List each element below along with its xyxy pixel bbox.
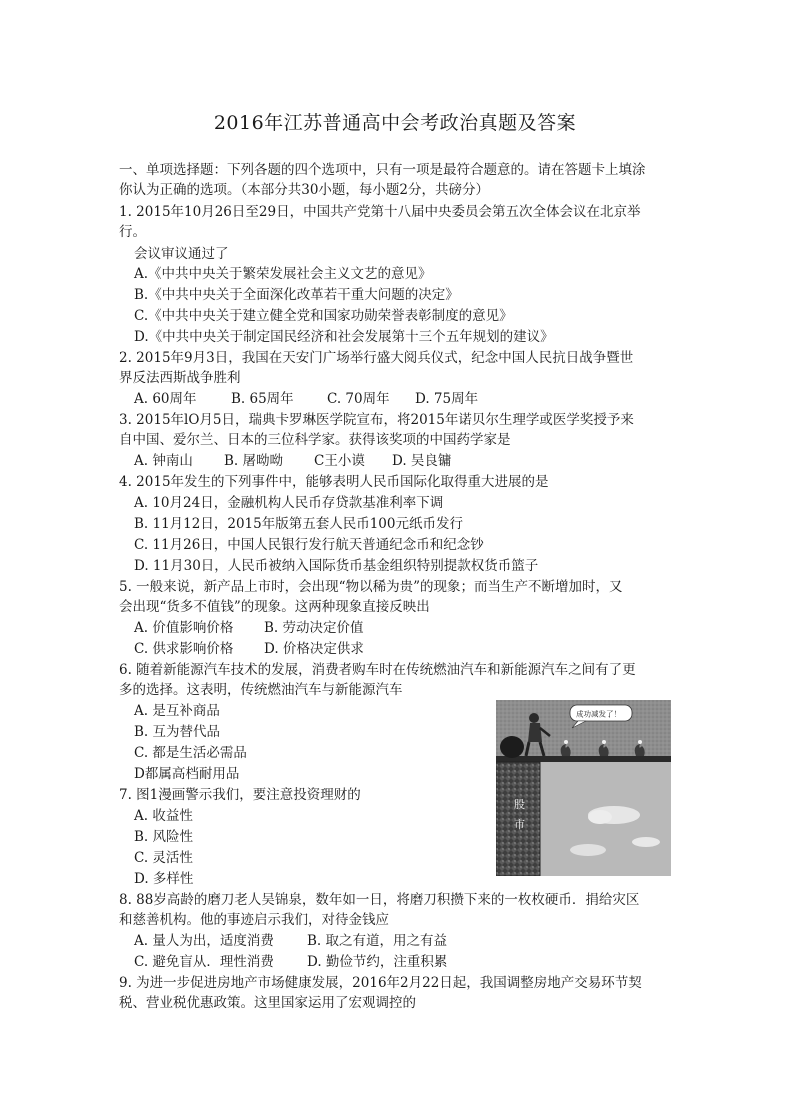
q6-option-c: C. 都是生活必需品 [134, 745, 247, 761]
q7-option-c: C. 灵活性 [134, 850, 193, 866]
q5-options-row1 [134, 618, 364, 638]
q8-options-row1 [134, 931, 447, 951]
q5-options-row2 [134, 639, 364, 659]
q7-option-a: A. 收益性 [134, 808, 193, 824]
q6-stem: 6. 随着新能源汽车技术的发展，消费者购车时在传统燃油汽车和新能源汽车之间有了更 [119, 662, 636, 678]
q3-stem-cont: 自中国、爱尔兰、日本的三位科学家。获得该奖项的中国药学家是 [119, 432, 511, 448]
q5-option-b: B. 劳动决定价值 [264, 620, 364, 636]
cliff-label-bottom: 市 [514, 818, 525, 831]
q3-stem: 3. 2015年lO月5日，瑞典卡罗琳医学院宣布，将2015年诺贝尔生理学或医学奖授予来 [119, 412, 634, 428]
q2-option-b: B. 65周年 [231, 391, 294, 407]
q8-stem: 8. 88岁高龄的磨刀老人吴锦泉，数年如一日，将磨刀积攒下来的一枚枚硬币．捐给灾区 [119, 892, 640, 908]
q3-option-d: D. 吴良镛 [392, 453, 452, 469]
q5-option-c: C. 供求影响价格 [134, 641, 234, 657]
q2-stem: 2. 2015年9月3日，我国在天安门广场举行盛大阅兵仪式，纪念中国人民抗日战争暨世 [119, 350, 634, 366]
q1-option-a: A.《中共中央关于繁荣发展社会主义文艺的意见》 [134, 266, 432, 282]
q1-option-b: B.《中共中央关于全面深化改革若干重大问题的决定》 [134, 287, 459, 303]
cloud [632, 837, 660, 847]
q2-option-d: D. 75周年 [415, 391, 479, 407]
q2-option-a: A. 60周年 [134, 391, 197, 407]
q8-options-row2 [134, 952, 447, 972]
q3-option-a: A. 钟南山 [134, 453, 193, 469]
boulder [500, 736, 524, 758]
q8-stem-cont: 和慈善机构。他的事迹启示我们，对待金钱应 [119, 912, 389, 928]
q1-option-c: C.《中共中央关于建立健全党和国家功勋荣誉表彰制度的意见》 [134, 308, 513, 324]
section-heading: 一、单项选择题：下列各题的四个选项中，只有一项是最符合题意的。请在答题卡上填涂 [119, 162, 646, 178]
q3-option-b: B. 屠呦呦 [224, 453, 284, 469]
cliff-ledge [496, 756, 671, 762]
q9-stem: 9. 为进一步促进房地产市场健康发展，2016年2月22日起，我国调整房地产交易环节契 [119, 975, 642, 991]
q4-option-d: D. 11月30日，人民币被纳入国际货币基金组织特别提款权货币篮子 [134, 558, 539, 574]
q2-stem-cont: 界反法西斯战争胜利 [119, 370, 241, 386]
q4-option-a: A. 10月24日，金融机构人民币存贷款基准利率下调 [134, 495, 444, 511]
q3-option-c: C王小谟 [314, 453, 365, 469]
q1-stem-cont2: 会议审议通过了 [134, 246, 229, 262]
q8-option-a: A. 量人为出，适度消费 [134, 933, 274, 949]
q1-option-d: D.《中共中央关于制定国民经济和社会发展第十三个五年规划的建议》 [134, 329, 554, 345]
q2-option-c: C. 70周年 [327, 391, 390, 407]
stock-market-cartoon [496, 700, 671, 876]
q9-stem-cont: 税、营业税优惠政策。这里国家运用了宏观调控的 [119, 995, 416, 1011]
q6-option-b: B. 互为替代品 [134, 724, 221, 740]
q7-option-d: D. 多样性 [134, 871, 194, 887]
q3-options [134, 451, 451, 471]
page-title: 2016年江苏普通高中会考政治真题及答案 [213, 112, 577, 134]
speech-text: 成功减发了！ [576, 709, 621, 719]
q4-stem: 4. 2015年发生的下列事件中，能够表明人民币国际化取得重大进展的是 [119, 474, 549, 490]
q5-stem-cont: 会出现“货多不值钱”的现象。这两种现象直接反映出 [119, 599, 430, 615]
q8-option-b: B. 取之有道，用之有益 [307, 933, 448, 949]
q4-option-b: B. 11月12日，2015年版第五套人民币100元纸币发行 [134, 516, 463, 532]
q7-option-b: B. 风险性 [134, 829, 194, 845]
q7-stem: 7. 图1漫画警示我们，要注意投资理财的 [119, 787, 361, 803]
q1-stem: 1. 2015年10月26日至29日，中国共产党第十八届中央委员会第五次全体会议在北京举 [119, 204, 641, 220]
q6-option-d: D都属高档耐用品 [134, 766, 240, 782]
cliff-label-top: 股 [514, 798, 525, 811]
q4-option-c: C. 11月26日，中国人民银行发行航天普通纪念币和纪念钞 [134, 537, 484, 553]
q2-options [134, 389, 478, 409]
q6-option-a: A. 是互补商品 [134, 703, 220, 719]
q8-option-d: D. 勤俭节约，注重积累 [307, 954, 448, 970]
section-heading-cont: 你认为正确的选项。（本部分共30小题，每小题2分，共磅分） [119, 182, 490, 198]
q5-option-d: D. 价格决定供求 [264, 641, 364, 657]
q8-option-c: C. 避免盲从．理性消费 [134, 954, 274, 970]
q6-stem-cont: 多的选择。这表明，传统燃油汽车与新能源汽车 [119, 682, 403, 698]
q5-option-a: A. 价值影响价格 [134, 620, 234, 636]
q1-stem-cont: 行。 [119, 224, 146, 240]
q5-stem: 5. 一般来说，新产品上市时，会出现“物以稀为贵”的现象；而当生产不断增加时，又 [119, 579, 623, 595]
cloud [570, 844, 606, 856]
